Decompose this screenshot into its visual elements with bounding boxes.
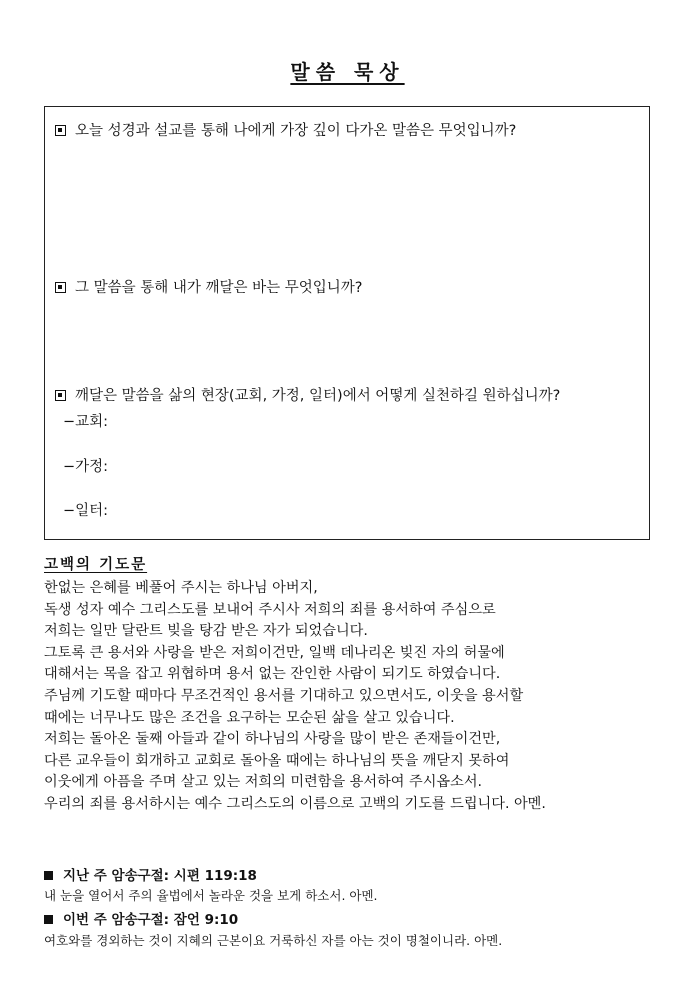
prayer-line: 저희는 일만 달란트 빚을 탕감 받은 자가 되었습니다. (44, 623, 368, 640)
prayer-line: 대해서는 목을 잡고 위협하며 용서 없는 잔인한 사람이 되기도 하였습니다. (44, 666, 501, 683)
meditation-box (44, 106, 650, 540)
prayer-body (44, 578, 674, 816)
square-bullet-icon (44, 915, 53, 924)
question-2-text: 그 말씀을 통해 내가 깨달은 바는 무엇입니까? (75, 280, 363, 296)
square-bullet-icon (55, 125, 66, 136)
last-week-verse-heading (44, 864, 257, 884)
prayer-line: 다른 교우들이 회개하고 교회로 돌아올 때에는 하나님의 뜻을 깨닫지 못하여 (44, 752, 510, 769)
square-bullet-icon (44, 871, 53, 880)
practice-work-label: −일터: (63, 503, 109, 519)
prayer-line: 한없는 은혜를 베풀어 주시는 하나님 아버지, (44, 580, 318, 596)
question-1-text: 오늘 성경과 설교를 통해 나에게 가장 깊이 다가온 말씀은 무엇입니까? (75, 123, 517, 139)
prayer-title: 고백의 기도문 (44, 557, 148, 573)
prayer-line: 이웃에게 아픔을 주며 살고 있는 저희의 미련함을 용서하여 주시옵소서. (44, 774, 483, 791)
prayer-line: 주님께 기도할 때마다 무조건적인 용서를 기대하고 있으면서도, 이웃을 용서할 (44, 687, 524, 704)
question-3-text: 깨달은 말씀을 삶의 현장(교회, 가정, 일터)에서 어떻게 실천하길 원하십니까? (75, 388, 561, 404)
last-week-verse-text: 내 눈을 열어서 주의 율법에서 놀라운 것을 보게 하소서. 아멘. (44, 888, 378, 903)
this-week-verse-heading-text: 이번 주 암송구절: 잠언 9:10 (63, 912, 239, 928)
prayer-line: 때에는 너무나도 많은 조건을 요구하는 모순된 삶을 살고 있습니다. (44, 709, 455, 726)
question-1 (55, 121, 516, 141)
page-title (0, 56, 695, 85)
square-bullet-icon (55, 282, 66, 293)
square-bullet-icon (55, 390, 66, 401)
practice-church-label: −교회: (63, 414, 109, 430)
this-week-verse-text: 여호와를 경외하는 것이 지혜의 근본이요 거룩하신 자를 아는 것이 명철이니라. 아멘. (44, 933, 503, 948)
prayer-line: 독생 성자 예수 그리스도를 보내어 주시사 저희의 죄를 용서하여 주심으로 (44, 601, 496, 618)
question-3 (55, 386, 560, 406)
prayer-line: 저희는 돌아온 둘째 아들과 같이 하나님의 사랑을 많이 받은 존재들이건만, (44, 731, 501, 748)
prayer-line: 그토록 큰 용서와 사랑을 받은 저희이건만, 일백 데나리온 빚진 자의 허물에 (44, 644, 505, 661)
question-2 (55, 278, 362, 298)
this-week-verse-heading (44, 908, 238, 928)
practice-home-label: −가정: (63, 459, 109, 475)
last-week-verse-heading-text: 지난 주 암송구절: 시편 119:18 (63, 868, 257, 884)
prayer-line: 우리의 죄를 용서하시는 예수 그리스도의 이름으로 고백의 기도를 드립니다. 아멘. (44, 795, 546, 812)
page-title-text: 말씀 묵상 (290, 60, 405, 84)
